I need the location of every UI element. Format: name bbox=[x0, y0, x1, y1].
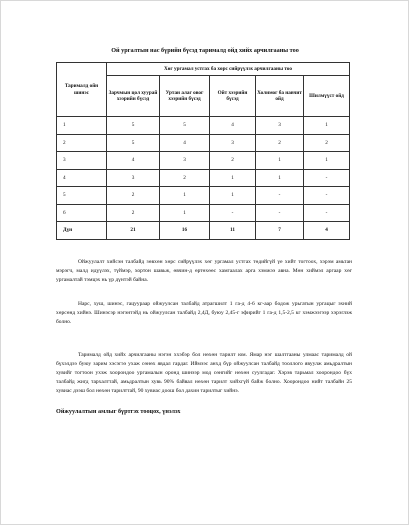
table-row bbox=[57, 187, 350, 205]
column-header: Холимог ба навчит ойд bbox=[256, 76, 304, 117]
row-label: 5 bbox=[57, 187, 107, 205]
table-cell: 5 bbox=[160, 117, 210, 135]
table-cell: 2 bbox=[160, 169, 210, 187]
table-cell: 1 bbox=[210, 187, 256, 205]
table-cell: - bbox=[304, 187, 350, 205]
row-label: 1 bbox=[57, 117, 107, 135]
table-row bbox=[57, 152, 350, 170]
body-paragraph: Нарс, хуш, шинэс, гацуураар ойжуулсан талбайд атрагшилт 1 га-д 4-6 кг-аар бодож урьгатын ургацыг эхний хөрсөнд хийнэ. Шинэсэр нэгэнтэйд нь ойжуулсан талбайд 2,4Д, буюу 2,45-г эфирийг 1 га-д 1,5-2,5 кг хэмжээгээр хэрэглэж болно. bbox=[56, 301, 352, 325]
table-cell: 3 bbox=[210, 134, 256, 152]
table-cell: 2 bbox=[210, 152, 256, 170]
table-cell: 1 bbox=[304, 152, 350, 170]
total-cell: 21 bbox=[107, 222, 160, 240]
table-cell: - bbox=[304, 204, 350, 222]
body-paragraph: Тарималд ойд хийх арчилгааны нэгэн ххэбэр бол нөхөн тарилт юм. Ямар нэг шалтгааны улмаас тарималд ой бүхэлдээ буюу зарим хэсэгээ ухаж сөнөх явдал гардаг. Иймээс анхд бүр ойжуулсан талбайд тооллого явуулж амьдралтын хувийг тогтоон ухэж хоорондоо ургамалын оронд шинээр мод сөнгийг нөхөн суулгадаг. Хэрэв тарьмал хоорондоо бүх талбайд жигд тархалттай, амьдралтын хувь 90% байвал нөхөн тарилт хийхгүй байж болно. Хоорондоо нийт талбайн 25 хувиас дээш бол нөхөн тарилттай, 90 хувиас доош бол дахин тарилтыг хийнэ. bbox=[56, 352, 352, 394]
group-header: Хөг ургамал устгах ба хөрс сийрүүлэх арчилгааны тоо bbox=[107, 63, 350, 76]
row-label: 4 bbox=[57, 169, 107, 187]
table-cell: 2 bbox=[256, 134, 304, 152]
table-cell: - bbox=[304, 169, 350, 187]
total-cell: 11 bbox=[210, 222, 256, 240]
total-cell: 4 bbox=[304, 222, 350, 240]
total-label: Дүн bbox=[57, 222, 107, 240]
total-row bbox=[57, 222, 350, 240]
section-heading: Ойжуулалтын амлыг бүртгэх тооцох, үнэлэх bbox=[56, 408, 181, 415]
page-title: Ой ургалтын нас бүрийн бүсэд тарималд ойд хийх арчилгааны тоо bbox=[111, 47, 299, 54]
table-cell: 3 bbox=[256, 117, 304, 135]
table-cell: 4 bbox=[160, 134, 210, 152]
row-label: 6 bbox=[57, 204, 107, 222]
table-cell: 2 bbox=[107, 187, 160, 205]
table-cell: 4 bbox=[210, 117, 256, 135]
table-cell: - bbox=[210, 204, 256, 222]
column-header: Зарчмын цол хуурай хээрийн бүсэд bbox=[107, 76, 160, 117]
table-cell: 1 bbox=[160, 187, 210, 205]
total-cell: 16 bbox=[160, 222, 210, 240]
table-cell: 4 bbox=[107, 152, 160, 170]
table-cell: - bbox=[256, 204, 304, 222]
total-cell: 7 bbox=[256, 222, 304, 240]
table-row bbox=[57, 204, 350, 222]
row-label: 2 bbox=[57, 134, 107, 152]
body-paragraph: Ойжуулалт хийсэн талбайд зөвхөн хөрс сийрүүлэх хөг ургамал устгах төдийгүй үе хийт тогтоох, хэрэм амьтан мэрэгч, малд идүүлэх, түймэр, хортон шавьж, өвчин-д өртөхөөс хамгаалах арга хэмжээ авна. Мөн хиймэл аргаар хөг ургамалтай тэмцэх нь үр дүнтэй байна. bbox=[56, 259, 352, 283]
table-cell: 1 bbox=[256, 152, 304, 170]
row-header: Тарималд ойн шинэс bbox=[57, 63, 107, 117]
table-row bbox=[57, 117, 350, 135]
data-table bbox=[56, 62, 350, 240]
row-label: 3 bbox=[57, 152, 107, 170]
table-cell: 5 bbox=[107, 134, 160, 152]
table-cell: 2 bbox=[304, 134, 350, 152]
column-header: Ойт хээрийн бүсэд bbox=[210, 76, 256, 117]
table-cell: 3 bbox=[160, 152, 210, 170]
table-cell: 5 bbox=[107, 117, 160, 135]
table-cell: 1 bbox=[304, 117, 350, 135]
table-cell: - bbox=[256, 187, 304, 205]
table-cell: 1 bbox=[210, 169, 256, 187]
table-row bbox=[57, 134, 350, 152]
table-cell: 1 bbox=[160, 204, 210, 222]
table-cell: 1 bbox=[256, 169, 304, 187]
table-cell: 2 bbox=[107, 204, 160, 222]
table-row bbox=[57, 169, 350, 187]
column-header: Шилмүүст ойд bbox=[304, 76, 350, 117]
column-header: Уртан алаг овог хээрийн бүсэд bbox=[160, 76, 210, 117]
table-cell: 3 bbox=[107, 169, 160, 187]
